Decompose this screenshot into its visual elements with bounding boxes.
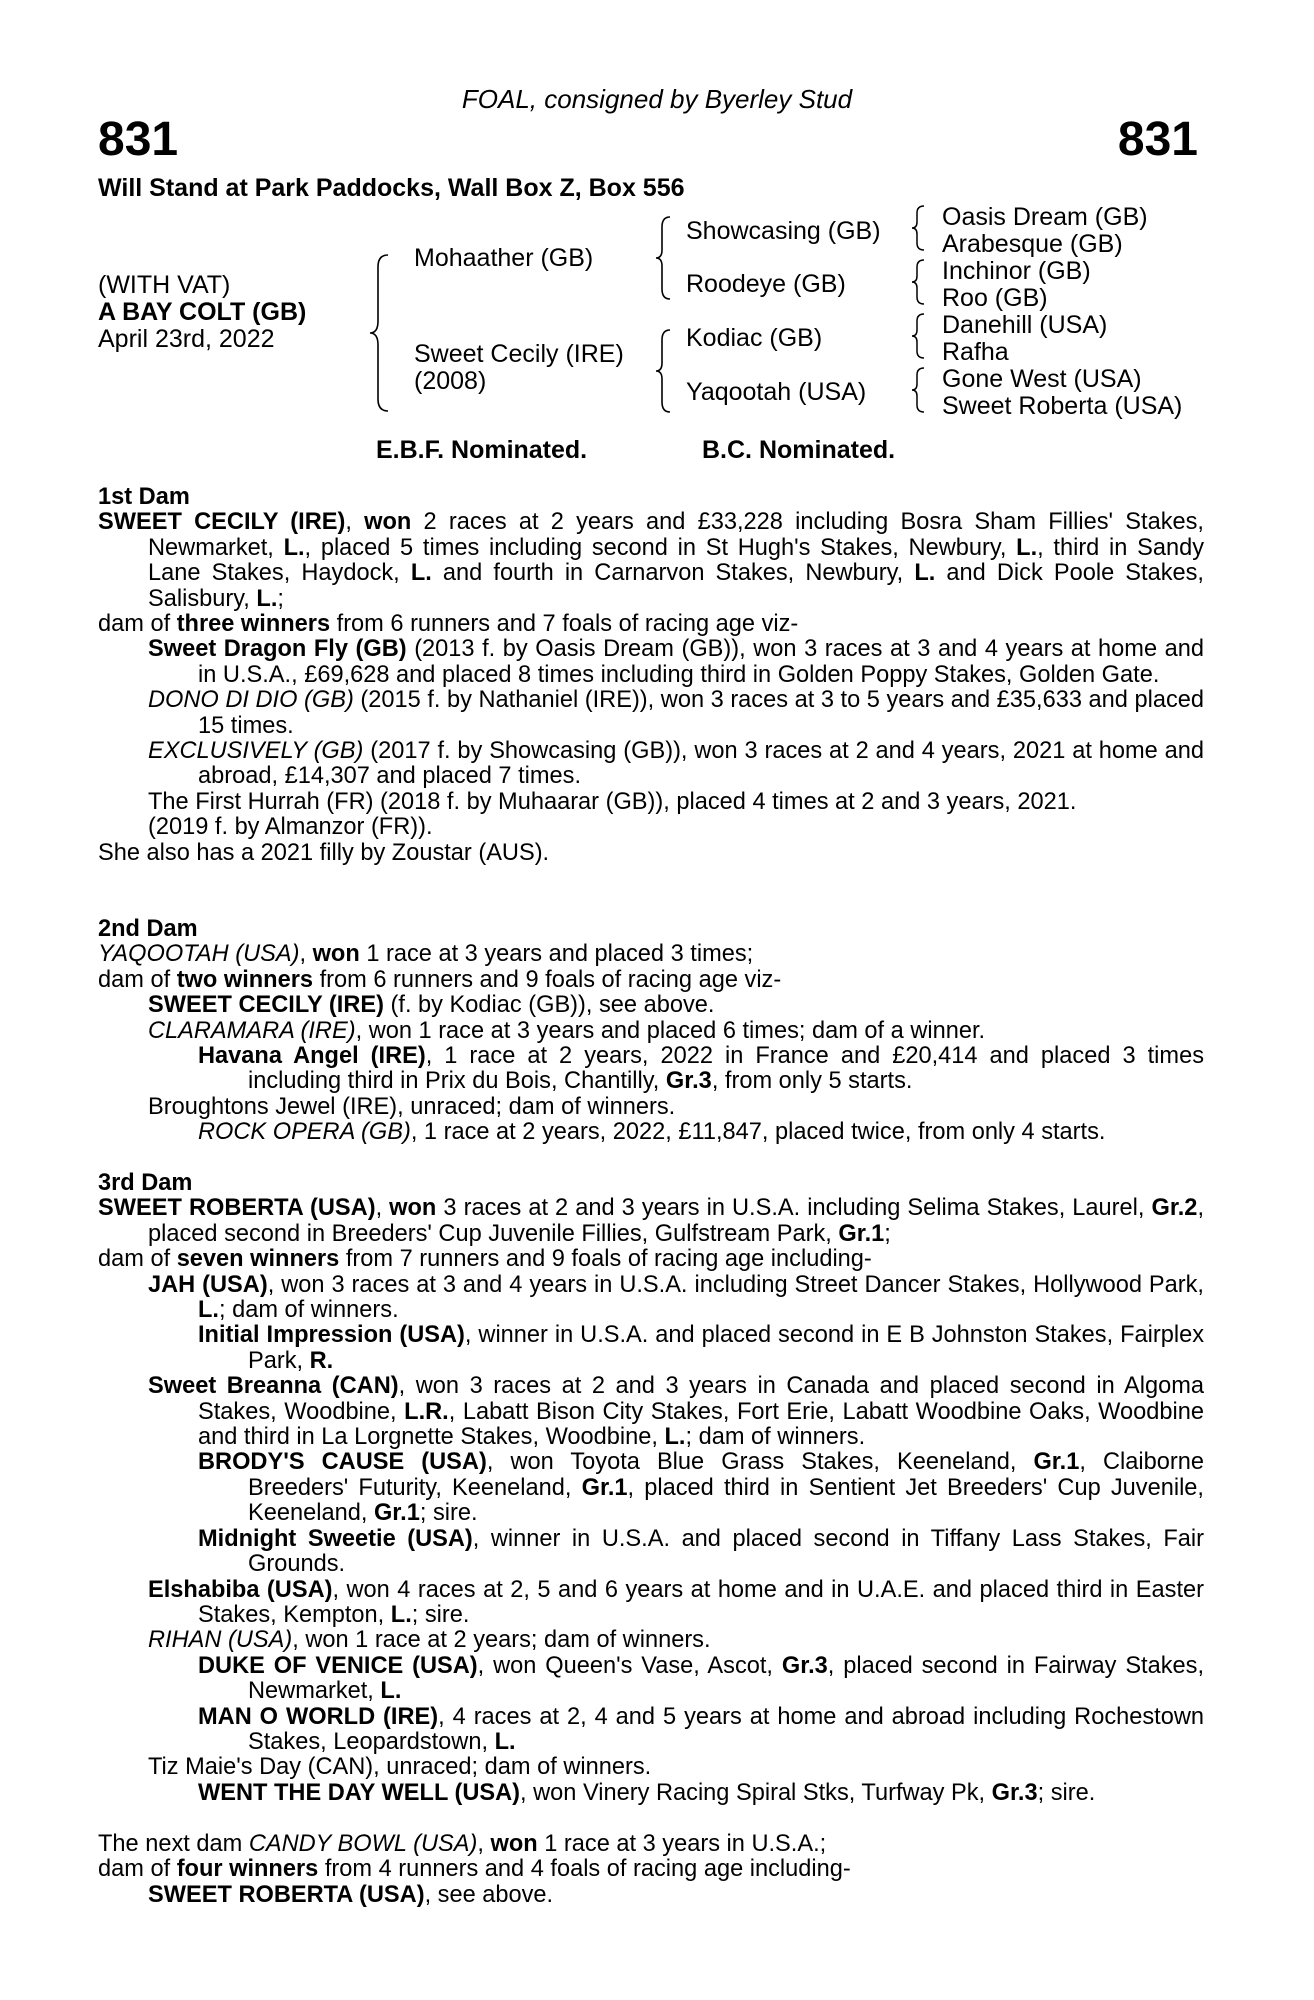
won-label: won [312, 941, 360, 968]
first-dam-produce-summary [98, 612, 1204, 637]
listed-tag: L. [410, 560, 432, 587]
produce-name: Midnight Sweetie (USA) [198, 1525, 473, 1552]
pedigree-brace-g4-3 [910, 312, 928, 360]
text: ; dam of winners. [685, 1424, 866, 1451]
produce-name: MAN O WORLD (IRE) [198, 1703, 439, 1730]
listed-tag: L. [494, 1728, 516, 1755]
listed-tag: L. [198, 1297, 219, 1324]
group-tag: Gr.3 [781, 1652, 828, 1679]
pedigree-gen3-3: Kodiac (GB) [686, 324, 823, 352]
first-dam-record [98, 510, 1204, 612]
group-tag: Gr.1 [581, 1474, 628, 1501]
text: dam of [98, 611, 177, 638]
pedigree-brace-sire [654, 215, 674, 301]
text: ; dam of winners. [218, 1297, 399, 1324]
listed-tag: L. [664, 1424, 686, 1451]
produce-name: BRODY'S CAUSE (USA) [198, 1449, 487, 1476]
text: 1 race at 3 years in U.S.A.; [537, 1831, 827, 1857]
produce-name: EXCLUSIVELY (GB) [148, 738, 364, 765]
produce-entry [98, 1120, 1204, 1145]
listed-tag: L. [256, 585, 278, 612]
text: from 7 runners and 9 foals of racing age including- [339, 1246, 872, 1273]
produce-entry [98, 739, 1204, 790]
first-dam-section [98, 485, 1204, 866]
text: , Claiborne Breeders' Futurity, Keeneland, [248, 1449, 1204, 1501]
produce-name: Sweet Dragon Fly (GB) [148, 636, 407, 663]
group-tag: Gr.3 [665, 1068, 712, 1095]
pedigree-gen3-4: Yaqootah (USA) [686, 378, 867, 406]
produce-name: WENT THE DAY WELL (USA) [198, 1779, 521, 1806]
text: from 4 runners and 4 foals of racing age including- [318, 1856, 851, 1883]
pedigree-brace-g4-2 [910, 258, 928, 306]
produce-entry: Broughtons Jewel (IRE), unraced; dam of winners. [148, 1093, 676, 1120]
listed-tag: L. [380, 1678, 402, 1705]
pedigree-brace-g4-4 [910, 366, 928, 414]
pedigree-gen4-6: Rafha [942, 338, 1009, 366]
text: 2 races at 2 years and £33,228 including Bosra Sham Fillies' Stakes, Newmarket, [148, 509, 1204, 561]
lot-number-right: 831 [1117, 113, 1198, 166]
produce-name: SWEET CECILY (IRE) [148, 992, 384, 1019]
text: The next dam [98, 1831, 249, 1857]
text: , third in Sandy Lane Stakes, Haydock, [148, 534, 1204, 587]
produce-entry [98, 1781, 1204, 1806]
stand-location: Will Stand at Park Paddocks, Wall Box Z, Box 556 [98, 174, 685, 202]
produce-entry [98, 1883, 1204, 1908]
produce-entry [98, 1578, 1204, 1629]
pedigree-brace-main [368, 253, 392, 413]
text: , from only 5 starts. [711, 1068, 913, 1095]
third-dam-heading: 3rd Dam [98, 1170, 193, 1196]
third-dam-record [98, 1196, 1204, 1247]
bc-nominated: B.C. Nominated. [702, 436, 896, 464]
text: , 1 race at 2 years, 2022 in France and £20,414 and placed 3 times including third in Prix du Bois, Chantilly, [248, 1043, 1204, 1095]
second-dam-record [98, 942, 1204, 967]
produce-name: Sweet Breanna (CAN) [148, 1373, 399, 1400]
text: dam of [98, 1246, 177, 1273]
pedigree-brace-dam [654, 328, 674, 414]
vat-note: (WITH VAT) [98, 271, 231, 299]
text: , won 1 race at 3 years and placed 6 times; dam of a winner. [355, 1017, 986, 1044]
lot-number-left: 831 [98, 113, 179, 166]
pedigree-gen4-7: Gone West (USA) [942, 365, 1142, 393]
text: ; [884, 1220, 891, 1247]
third-dam-section [98, 1171, 1204, 1806]
produce-name: SWEET ROBERTA (USA) [148, 1881, 425, 1908]
produce-entry [98, 1450, 1204, 1526]
produce-entry [98, 1374, 1204, 1450]
text: , placed 5 times including second in St Hugh's Stakes, Newbury, [304, 534, 1017, 561]
produce-entry [98, 1323, 1204, 1374]
text: , won Toyota Blue Grass Stakes, Keeneland, [486, 1449, 1034, 1476]
produce-entry [98, 1273, 1204, 1324]
produce-entry [98, 637, 1204, 688]
produce-entry: (2019 f. by Almanzor (FR)). [148, 814, 433, 841]
produce-entry [98, 1705, 1204, 1756]
text: , placed second in Fairway Stakes, Newmarket, [248, 1652, 1204, 1705]
text: dam of [98, 1856, 177, 1883]
winners-count: two winners [176, 966, 314, 993]
text: (2013 f. by Oasis Dream (GB)), won 3 races at 3 and 4 years at home and in U.S.A., £69,628 and placed 8 times including third in Golden Poppy Stakes, Golden Gate. [198, 636, 1204, 688]
pedigree-gen3-2: Roodeye (GB) [686, 270, 846, 298]
sire-name: Mohaather (GB) [414, 244, 594, 272]
text: (2015 f. by Nathaniel (IRE)), won 3 races at 3 to 5 years and £35,633 and placed 15 times. [198, 687, 1204, 739]
second-dam-section [98, 917, 1204, 1146]
dam-name: SWEET ROBERTA (USA) [98, 1195, 376, 1222]
foaling-date: April 23rd, 2022 [98, 325, 275, 353]
dam-name: CANDY BOWL (USA) [248, 1831, 478, 1857]
winners-count: three winners [176, 611, 331, 638]
pedigree-gen4-8: Sweet Roberta (USA) [942, 392, 1183, 420]
produce-entry [98, 1654, 1204, 1705]
produce-name: CLARAMARA (IRE) [148, 1017, 356, 1044]
pedigree-gen4-2: Arabesque (GB) [942, 230, 1123, 258]
text: , [477, 1831, 491, 1857]
won-label: won [389, 1195, 437, 1222]
group-tag: Gr.1 [838, 1220, 885, 1247]
next-dam-record [98, 1832, 1204, 1857]
group-tag: Gr.1 [1033, 1449, 1080, 1476]
dam-name: YAQOOTAH (USA) [98, 941, 300, 968]
text: , winner in U.S.A. and placed second in E B Johnston Stakes, Fairplex Park, [248, 1322, 1204, 1374]
produce-name: Elshabiba (USA) [148, 1576, 333, 1603]
next-dam-produce-summary [98, 1857, 1204, 1882]
listed-tag: L. [390, 1601, 412, 1628]
text: , placed second in Breeders' Cup Juvenile Fillies, Gulfstream Park, [148, 1195, 1204, 1247]
winners-count: four winners [176, 1856, 319, 1883]
third-dam-produce-summary [98, 1247, 1204, 1272]
produce-name: ROCK OPERA (GB) [198, 1119, 411, 1146]
text: ; [277, 585, 284, 612]
listed-tag: L. [283, 534, 305, 561]
next-dam-section [98, 1832, 1204, 1908]
pedigree-gen3-1: Showcasing (GB) [686, 217, 881, 245]
won-label: won [364, 509, 412, 536]
pedigree-gen4-1: Oasis Dream (GB) [942, 203, 1148, 231]
produce-entry: The First Hurrah (FR) (2018 f. by Muhaarar (GB)), placed 4 times at 2 and 3 years, 2021. [148, 788, 1077, 815]
pedigree-brace-g4-1 [910, 204, 928, 252]
pedigree-gen4-5: Danehill (USA) [942, 311, 1108, 339]
produce-name: DUKE OF VENICE (USA) [198, 1652, 478, 1679]
text: 3 races at 2 and 3 years in U.S.A. including Selima Stakes, Laurel, [436, 1195, 1152, 1222]
text: 1 race at 3 years and placed 3 times; [359, 941, 754, 968]
produce-entry: Tiz Maie's Day (CAN), unraced; dam of winners. [148, 1754, 652, 1781]
consignor-line: FOAL, consigned by Byerley Stud [461, 84, 853, 114]
text: , won Queen's Vase, Ascot, [477, 1652, 782, 1679]
text: , won 3 races at 3 and 4 years in U.S.A. including Street Dancer Stakes, Hollywood Park, [267, 1271, 1204, 1298]
pedigree-gen4-3: Inchinor (GB) [942, 257, 1091, 285]
text: , [299, 941, 313, 968]
produce-entry [98, 1019, 1204, 1044]
text: , 4 races at 2, 4 and 5 years at home and abroad including Rochestown Stakes, Leopardstown, [248, 1703, 1204, 1755]
text: from 6 runners and 7 foals of racing age viz- [330, 611, 799, 638]
produce-name: Havana Angel (IRE) [198, 1043, 426, 1070]
first-dam-also: She also has a 2021 filly by Zoustar (AUS). [98, 839, 550, 866]
produce-entry [98, 1044, 1204, 1095]
text: ; sire. [419, 1500, 478, 1527]
produce-entry [98, 1527, 1204, 1578]
text: , won Vinery Racing Spiral Stks, Turfway Pk, [520, 1779, 992, 1806]
text: , Labatt Bison City Stakes, Fort Erie, Labatt Woodbine Oaks, Woodbine and third in La Lorgnette Stakes, Woodbine, [198, 1398, 1204, 1451]
dam-name: Sweet Cecily (IRE) [414, 340, 624, 368]
text: , won 4 races at 2, 5 and 6 years at home and in U.A.E. and placed third in Easter Stakes, Kempton, [198, 1576, 1204, 1628]
text: ; sire. [411, 1601, 470, 1628]
won-label: won [490, 1831, 538, 1857]
restricted-tag: R. [309, 1347, 334, 1374]
produce-entry [98, 1628, 1204, 1653]
text: , won 1 race at 2 years; dam of winners. [292, 1627, 711, 1654]
winners-count: seven winners [176, 1246, 340, 1273]
produce-entry [98, 688, 1204, 739]
dam-name: SWEET CECILY (IRE) [98, 509, 346, 536]
produce-entry [98, 993, 1204, 1018]
text: ; sire. [1037, 1779, 1096, 1806]
second-dam-heading: 2nd Dam [98, 916, 198, 942]
text: (f. by Kodiac (GB)), see above. [383, 992, 715, 1019]
group-tag: Gr.2 [1151, 1195, 1198, 1222]
text: (2017 f. by Showcasing (GB)), won 3 races at 2 and 4 years, 2021 at home and abroad, £14,307 and placed 7 times. [198, 738, 1204, 790]
text: , winner in U.S.A. and placed second in Tiffany Lass Stakes, Fair Grounds. [248, 1525, 1204, 1578]
pedigree-gen4-4: Roo (GB) [942, 284, 1048, 312]
horse-name: A BAY COLT (GB) [98, 298, 307, 326]
group-tag: Gr.1 [373, 1500, 420, 1527]
text: and fourth in Carnarvon Stakes, Newbury, [431, 560, 915, 587]
produce-name: RIHAN (USA) [148, 1627, 293, 1654]
group-tag: Gr.3 [991, 1779, 1038, 1806]
first-dam-heading: 1st Dam [98, 484, 190, 510]
listed-tag: L. [1016, 534, 1038, 561]
listed-tag: L. [914, 560, 936, 587]
produce-name: Initial Impression (USA) [198, 1322, 465, 1349]
produce-name: JAH (USA) [148, 1271, 268, 1298]
text: , see above. [424, 1881, 554, 1908]
ebf-nominated: E.B.F. Nominated. [376, 436, 588, 464]
text: , [375, 1195, 390, 1222]
text: , won 3 races at 2 and 3 years in Canada and placed second in Algoma Stakes, Woodbine, [198, 1373, 1204, 1425]
text: from 6 runners and 9 foals of racing age viz- [313, 966, 782, 993]
text: and Dick Poole Stakes, Salisbury, [148, 560, 1204, 612]
text: , placed third in Sentient Jet Breeders' Cup Juvenile, Keeneland, [248, 1474, 1204, 1527]
produce-name: DONO DI DIO (GB) [148, 687, 354, 714]
text: , 1 race at 2 years, 2022, £11,847, placed twice, from only 4 starts. [410, 1119, 1106, 1146]
dam-year: (2008) [414, 367, 487, 395]
second-dam-produce-summary [98, 968, 1204, 993]
text: , [345, 509, 365, 536]
text: dam of [98, 966, 177, 993]
listed-tag: L.R. [404, 1398, 449, 1425]
